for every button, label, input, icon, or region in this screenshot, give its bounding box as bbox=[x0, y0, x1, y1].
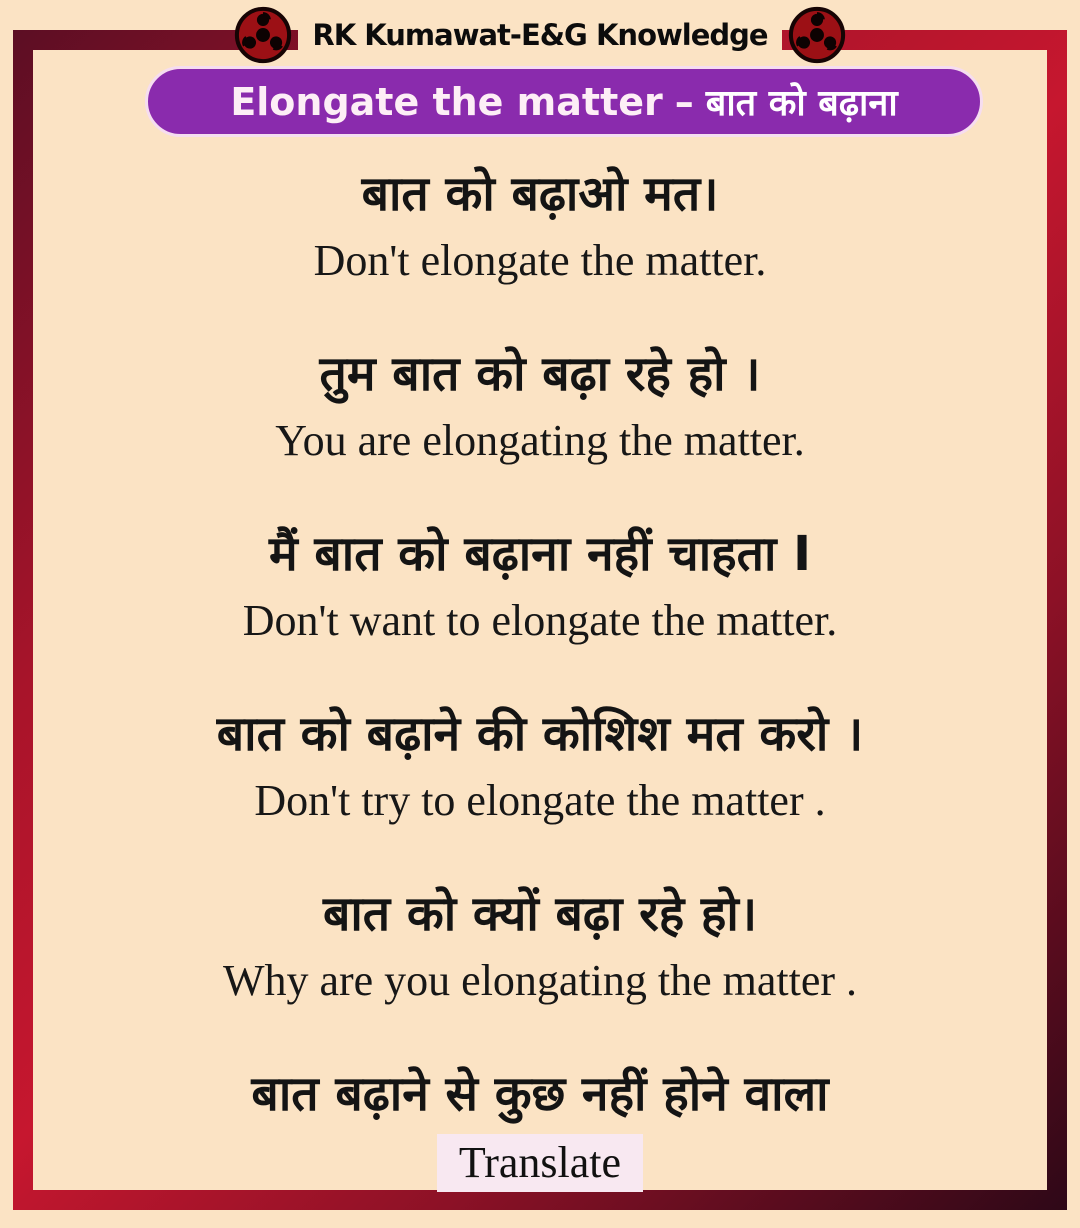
hindi-sentence: मैं बात को बढ़ाना नहीं चाहता I bbox=[268, 526, 811, 582]
brand-title: RK Kumawat-E&G Knowledge bbox=[298, 6, 781, 64]
sharingan-right-icon bbox=[788, 6, 846, 64]
hindi-sentence: बात बढ़ाने से कुछ नहीं होने वाला bbox=[251, 1066, 829, 1122]
english-translation: You are elongating the matter. bbox=[275, 416, 805, 465]
english-translation: Don't want to elongate the matter. bbox=[242, 596, 838, 645]
translate-button[interactable]: Translate bbox=[437, 1134, 643, 1192]
sentence-block bbox=[40, 338, 1040, 472]
sentence-block bbox=[40, 158, 1040, 292]
sentence-block bbox=[40, 698, 1040, 832]
hindi-sentence: बात को बढ़ाओ मत। bbox=[361, 166, 719, 222]
banner-title-english: Elongate the matter bbox=[230, 79, 663, 124]
hindi-sentence: बात को क्यों बढ़ा रहे हो। bbox=[322, 886, 758, 942]
hindi-sentence: बात को बढ़ाने की कोशिश मत करो । bbox=[216, 706, 864, 762]
hindi-sentence: तुम बात को बढ़ा रहे हो । bbox=[319, 346, 761, 402]
english-translation: Don't try to elongate the matter . bbox=[254, 776, 826, 825]
brand-bar bbox=[0, 6, 1080, 64]
sentence-block bbox=[40, 878, 1040, 1012]
sentence-block-final bbox=[40, 1058, 1040, 1192]
english-translation: Don't elongate the matter. bbox=[313, 236, 767, 285]
banner-separator: – bbox=[674, 79, 694, 124]
banner-title-hindi: बात को बढ़ाना bbox=[705, 83, 898, 124]
lesson-banner bbox=[145, 66, 983, 137]
sentence-block bbox=[40, 518, 1040, 652]
sharingan-left-icon bbox=[234, 6, 292, 64]
english-translation: Why are you elongating the matter . bbox=[222, 956, 858, 1005]
